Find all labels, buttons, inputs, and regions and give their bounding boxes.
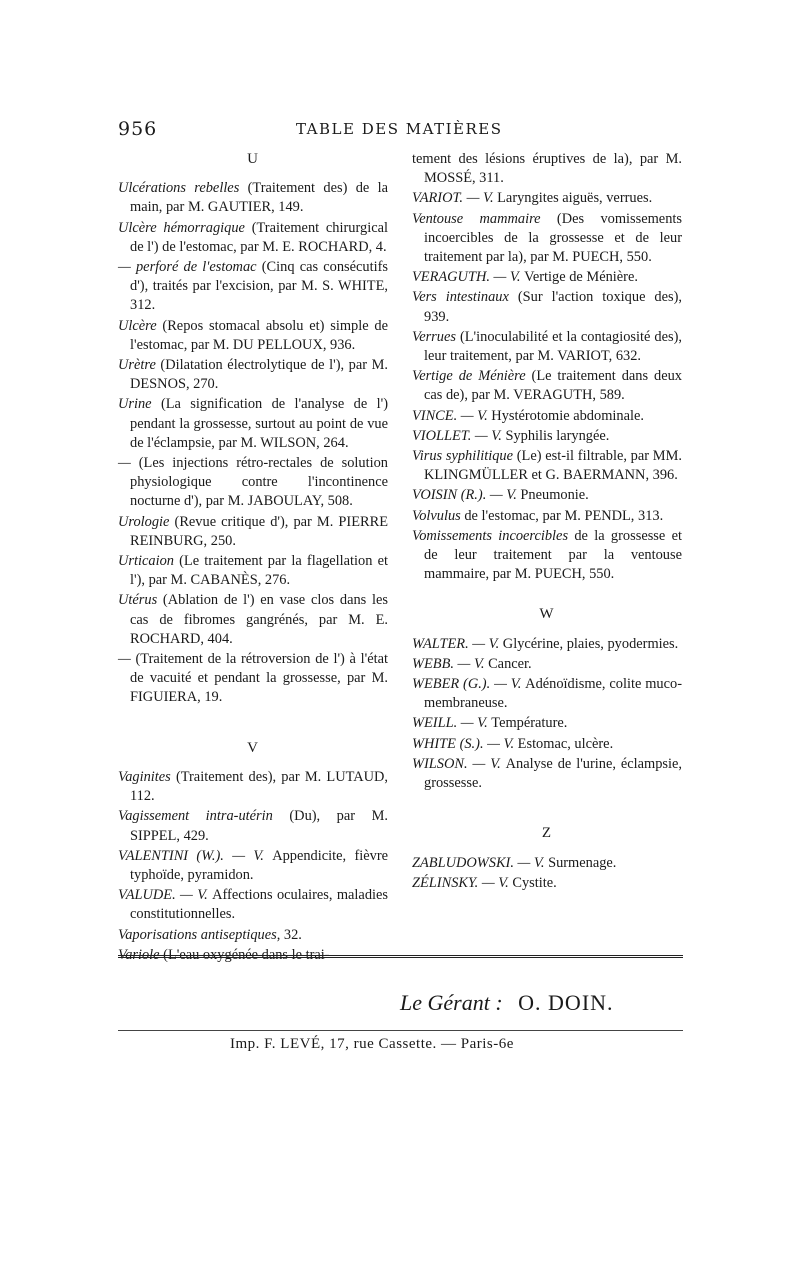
entry-text: Estomac, ulcère.	[517, 735, 614, 752]
index-entry	[118, 552, 388, 590]
entry-text: tement des lésions éruptives de la), par M. MOSSÉ, 311.	[412, 151, 682, 187]
section-letter-w: W	[539, 606, 555, 623]
printer-imprint: Imp. F. LEVÉ, 17, rue Cassette. — Paris-6e	[230, 1036, 514, 1052]
index-entry	[118, 886, 388, 924]
entry-text: (Ablation de l') en vase clos dans les cas de fibromes gangrénés, par M. E. ROCHARD, 404.	[130, 592, 388, 647]
entry-text: Affections oculaires, maladies constitutionnelles.	[130, 887, 388, 923]
index-entry	[412, 655, 682, 674]
entry-text: Laryngites aiguës, verrues.	[497, 190, 653, 207]
index-entry	[118, 926, 388, 945]
index-entry	[412, 268, 682, 287]
index-entry	[118, 847, 388, 885]
footer-rule	[118, 1030, 683, 1031]
entry-title: Urètre	[118, 357, 156, 374]
entry-title: Urologie	[118, 513, 170, 530]
entry-title: VOISIN (R.). — V.	[412, 487, 521, 504]
entry-title: Ulcère	[118, 317, 157, 334]
entry-text: (Dilatation électrolytique de l'), par M. DESNOS, 270.	[130, 357, 388, 393]
index-entry	[412, 714, 682, 733]
index-entry	[118, 650, 388, 708]
index-entry	[412, 507, 682, 526]
entry-title: Urticaion	[118, 553, 174, 570]
entry-text: Vertige de Ménière.	[524, 269, 638, 286]
index-entry	[412, 150, 682, 188]
entry-title: Urine	[118, 396, 152, 413]
index-entry	[118, 356, 388, 394]
entry-text: Cancer.	[488, 655, 532, 672]
entry-title: Utérus	[118, 592, 158, 609]
entry-title: Virus syphilitique	[412, 448, 514, 465]
entry-text: (La signification de l'analyse de l') pendant la grossesse, surtout au point de vue de l'éclampsie, par M. WILSON, 264.	[130, 396, 388, 451]
index-entry	[412, 755, 682, 793]
section-letter-v: V	[247, 739, 259, 756]
entry-text: Analyse de l'urine, éclampsie, grossesse.	[424, 755, 683, 792]
v-entry-list	[118, 768, 388, 965]
entry-title: —	[118, 651, 136, 668]
v-entry-list-continued	[412, 150, 682, 584]
entry-text: (Le traitement dans deux cas de), par M. VERAGUTH, 589.	[424, 368, 682, 404]
entry-text: Appendicite, fièvre typhoïde, pyramidon.	[130, 847, 388, 883]
entry-text: (Traitement de la rétroversion de l') à l'état de vacuité et pendant la grossesse, par M. FIGUIERA, 19.	[130, 651, 388, 706]
index-entry	[118, 768, 388, 806]
page-header	[118, 118, 678, 142]
index-entry	[412, 189, 682, 208]
index-entry	[412, 210, 682, 268]
entry-title: VINCE. — V.	[412, 407, 492, 424]
entry-title: Ulcérations rebelles	[118, 180, 240, 197]
entry-text: (Repos stomacal absolu et) simple de l'estomac, par M. DU PELLOUX, 936.	[130, 317, 388, 353]
index-entry	[118, 317, 388, 355]
index-entry	[412, 427, 682, 446]
z-entry-list	[412, 854, 682, 893]
entry-title: Vers intestinaux	[412, 289, 509, 306]
entry-text: (Le) est-il filtrable, par MM. KLINGMÜLLER et G. BAERMANN, 396.	[424, 448, 682, 484]
entry-text: (Du), par M. SIPPEL, 429.	[130, 808, 388, 844]
entry-text: Adénoïdisme, colite muco-membraneuse.	[424, 676, 682, 712]
entry-text: Glycérine, plaies, pyodermies.	[502, 635, 679, 652]
entry-title: ZABLUDOWSKI. — V.	[412, 854, 549, 871]
index-entry	[412, 407, 682, 426]
page-number: 956	[118, 118, 158, 140]
gerant-line	[400, 990, 614, 1016]
section-letter-z: Z	[541, 825, 553, 842]
index-entry	[412, 735, 682, 754]
entry-title: ZÉLINSKY. — V.	[412, 874, 513, 891]
entry-text: Température.	[491, 715, 568, 732]
entry-text: (Cinq cas consécutifs d'), traités par l'excision, par M. S. WHITE, 312.	[130, 259, 388, 314]
gerant-name: O. DOIN.	[518, 990, 614, 1015]
entry-title: WEILL. — V.	[412, 715, 492, 732]
u-entry-list	[118, 179, 388, 707]
entry-text: (Des vomissements incoercibles de la grossesse et de leur traitement par la), par M. PUECH, 550.	[424, 210, 682, 266]
entry-title: Verrues	[412, 328, 456, 345]
entry-text: (L'inoculabilité et la contagiosité des), leur traitement, par M. VARIOT, 632.	[424, 328, 682, 365]
entry-title: — perforé de l'estomac	[118, 259, 257, 276]
index-entry	[412, 854, 682, 873]
entry-text: de la grossesse et de leur traitement par la ventouse mammaire, par M. PUECH, 550.	[424, 527, 682, 583]
index-entry	[118, 513, 388, 551]
index-entry	[412, 447, 682, 485]
index-entry	[412, 328, 682, 366]
index-entry	[412, 675, 682, 713]
entry-title: Variole	[118, 946, 160, 963]
index-entry	[412, 288, 682, 326]
entry-title: —	[118, 455, 139, 472]
double-rule	[118, 955, 683, 962]
entry-title: Vomissements incoercibles	[412, 527, 569, 544]
index-entry	[118, 219, 388, 257]
entry-text: Cystite.	[512, 874, 557, 891]
index-entry	[412, 527, 682, 585]
index-entry	[118, 258, 388, 316]
entry-text: , 32.	[276, 926, 302, 943]
entry-text: (Les injections rétro-rectales de solution physiologique contre l'incontinence nocturne d'), par M. JABOULAY, 508.	[130, 455, 388, 510]
index-entry	[412, 486, 682, 505]
entry-title: Ulcère hémorragique	[118, 219, 245, 236]
entry-title: Vaporisations antiseptiques	[118, 926, 277, 943]
w-entry-list	[412, 635, 682, 794]
entry-title: Ventouse mammaire	[412, 210, 541, 227]
entry-text: Pneumonie.	[520, 487, 589, 504]
entry-title: Volvulus	[412, 507, 461, 524]
entry-text: (Le traitement par la flagellation et l'), par M. CABANÈS, 276.	[130, 553, 388, 589]
section-letter-u: U	[247, 151, 259, 167]
index-entry	[118, 591, 388, 649]
entry-text: de l'estomac, par M. PENDL, 313.	[460, 507, 664, 524]
entry-text: Syphilis laryngée.	[505, 427, 610, 444]
entry-text: (L'eau oxygénée dans le trai-	[159, 946, 330, 963]
gerant-label: Le Gérant :	[400, 990, 503, 1015]
entry-title: WHITE (S.). — V.	[412, 735, 518, 752]
entry-text: (Sur l'action toxique des), 939.	[424, 289, 682, 325]
entry-title: Vertige de Ménière	[412, 368, 526, 385]
right-column	[412, 150, 682, 894]
entry-text: Surmenage.	[548, 854, 617, 871]
index-entry	[412, 874, 682, 893]
index-entry	[118, 807, 388, 845]
entry-title: VIOLLET. — V.	[412, 427, 506, 444]
entry-title: WEBB. — V.	[412, 655, 489, 672]
index-entry	[412, 635, 682, 654]
entry-title: VALENTINI (W.). — V.	[118, 847, 273, 864]
entry-title: WEBER (G.). — V.	[412, 676, 526, 693]
entry-title: VARIOT. — V.	[412, 190, 498, 207]
entry-title: VERAGUTH. — V.	[412, 269, 525, 286]
entry-text: (Traitement des) de la main, par M. GAUTIER, 149.	[130, 180, 388, 216]
entry-text: Hystérotomie abdominale.	[491, 407, 644, 424]
index-entry	[118, 454, 388, 512]
left-column	[118, 150, 388, 966]
entry-title: VALUDE. — V.	[118, 887, 213, 904]
entry-title: WALTER. — V.	[412, 635, 503, 652]
entry-title: Vagissement intra-utérin	[118, 808, 273, 825]
entry-title: Vaginites	[118, 768, 171, 785]
index-entry	[118, 395, 388, 453]
running-title: TABLE DES MATIÈRES	[296, 120, 503, 138]
index-entry	[412, 367, 682, 405]
index-entry	[118, 179, 388, 217]
entry-text: (Traitement des), par M. LUTAUD, 112.	[130, 768, 388, 805]
entry-title: WILSON. — V.	[412, 755, 506, 772]
entry-text: (Traitement chirurgical de l') de l'estomac, par M. E. ROCHARD, 4.	[130, 219, 388, 255]
entry-text: (Revue critique d'), par M. PIERRE REINBURG, 250.	[130, 513, 388, 549]
